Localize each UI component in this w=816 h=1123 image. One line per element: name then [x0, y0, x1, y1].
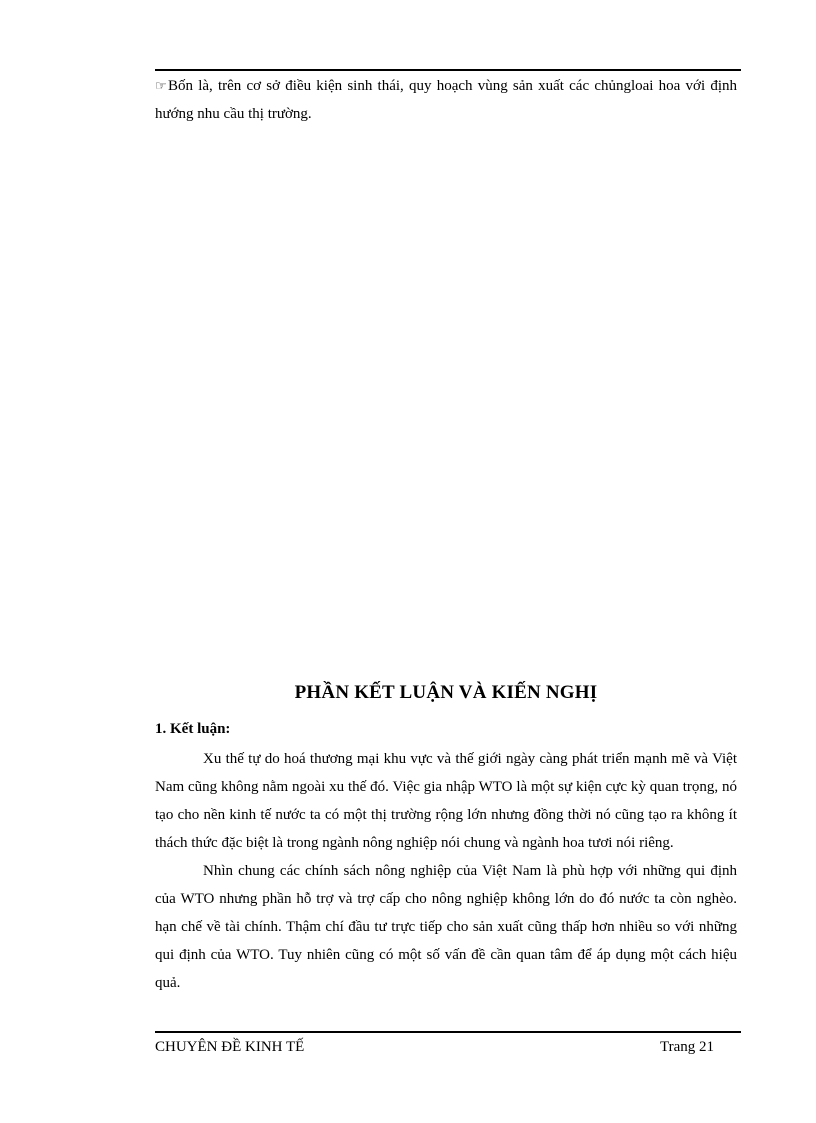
- bullet-paragraph-text: Bốn là, trên cơ sở điều kiện sinh thái, quy hoạch vùng sản xuất các chủngloai hoa với định hướng nhu cầu thị trường.: [155, 78, 737, 122]
- footer-title: CHUYÊN ĐỀ KINH TẾ: [155, 1039, 305, 1055]
- pointing-hand-icon: ☞: [155, 78, 167, 93]
- paragraph-2: Nhìn chung các chính sách nông nghiệp của Việt Nam là phù hợp với những qui định của WTO nhưng phần hỗ trợ và trợ cấp cho nông nghiệp không lớn do đó nước ta còn nghèo. hạn chế về tài chính. Thậm chí đầu tư trực tiếp cho sản xuất cũng thấp hơn nhiều so với những qui định của WTO. Tuy nhiên cũng có một số vấn đề cần quan tâm để áp dụng một cách hiệu quả.: [155, 863, 737, 991]
- header-rule: [155, 69, 741, 71]
- section-title: PHẦN KẾT LUẬN VÀ KIẾN NGHỊ: [294, 682, 598, 703]
- bullet-paragraph: [155, 72, 737, 128]
- subsection-heading: 1. Kết luận:: [155, 721, 231, 737]
- page-number: Trang 21: [660, 1039, 715, 1055]
- footer-rule: [155, 1031, 741, 1033]
- body-text: [155, 745, 737, 997]
- paragraph-1: Xu thế tự do hoá thương mại khu vực và thế giới ngày càng phát triển mạnh mẽ và Việt Nam cũng không nằm ngoài xu thế đó. Việc gia nhập WTO là một sự kiện cực kỳ quan trọng, nó tạo cho nền kinh tế nước ta có một thị trường rộng lớn nhưng đồng thời nó cũng tạo ra không ít thách thức đặc biệt là trong ngành nông nghiệp nói chung và ngành hoa tươi nói riêng.: [155, 751, 737, 851]
